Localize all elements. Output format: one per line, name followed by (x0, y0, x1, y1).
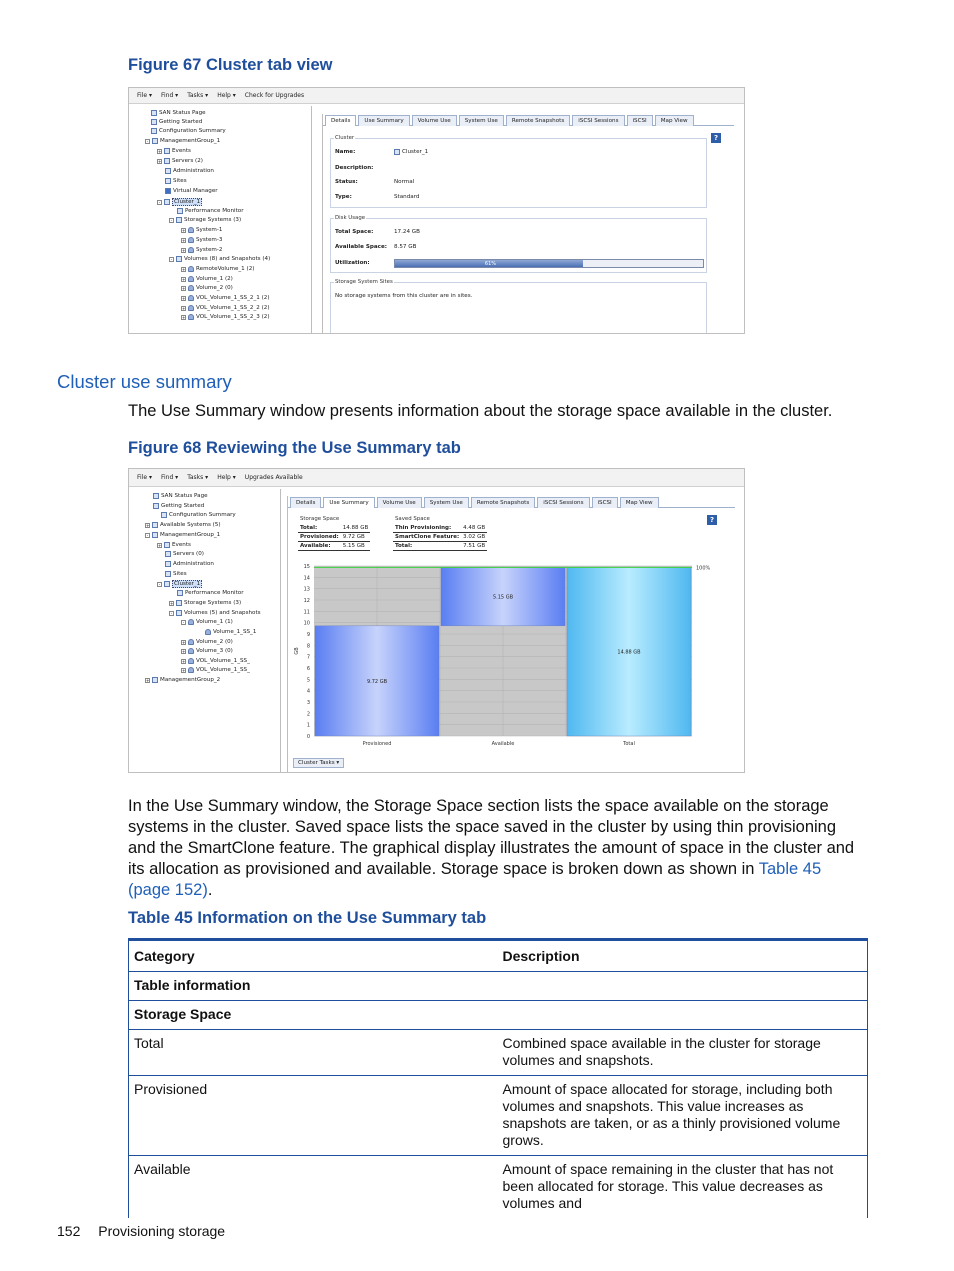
table-45-caption: Table 45 Information on the Use Summary tab (128, 909, 487, 927)
tree-item[interactable]: + System-2 (182, 247, 223, 253)
tab-remote-snapshots[interactable]: Remote Snapshots (471, 497, 535, 508)
storage-space-table (298, 524, 370, 551)
tree-item[interactable]: + Events (158, 542, 191, 548)
table-row (129, 1030, 868, 1076)
group-icon (152, 532, 158, 538)
tree-item[interactable]: Volume_1_SS_1 (205, 629, 256, 635)
tab-system-use[interactable]: System Use (424, 497, 469, 508)
available-space-value: 8.57 GB (394, 244, 417, 250)
page-number: 152 (57, 1223, 81, 1239)
cluster-tasks-button[interactable]: Cluster Tasks ▾ (293, 758, 344, 768)
tree-item[interactable]: Sites (165, 571, 187, 577)
volume-icon (188, 266, 194, 272)
total-value: 14.88 GB (342, 525, 369, 531)
cluster-icon (164, 581, 170, 587)
cluster-group (330, 135, 707, 208)
tree-item[interactable]: + VOL_Volume_1_SS_ (182, 658, 250, 664)
tree-item[interactable]: - Cluster_1 (158, 581, 201, 587)
tree-item[interactable]: + Servers (2) (158, 158, 203, 164)
group-title: Cluster (335, 135, 355, 141)
page-footer (57, 1223, 225, 1239)
saved-space-group (390, 516, 496, 557)
admin-icon (165, 561, 171, 567)
section-heading: Cluster use summary (57, 371, 232, 392)
events-icon (164, 542, 170, 548)
volumes-icon (176, 256, 182, 262)
tree-item[interactable]: + Volume_1 (2) (182, 276, 233, 282)
y-tick-label: 6 (306, 666, 310, 672)
disk-usage-group (330, 215, 707, 273)
tree-item[interactable]: + Available Systems (5) (146, 522, 221, 528)
tree-item[interactable]: - ManagementGroup_1 (146, 138, 221, 144)
tab-iscsi-sessions[interactable]: iSCSI Sessions (572, 115, 624, 126)
help-icon[interactable]: ? (707, 515, 717, 525)
tree-item[interactable]: + Storage Systems (3) (170, 600, 242, 606)
row-description: Amount of space allocated for storage, including both volumes and snapshots. This value increases as snapshots are taken, or as a thinly provisioned volume grows. (498, 1076, 868, 1156)
snapshot-icon (188, 658, 194, 664)
table-row (129, 1076, 868, 1156)
system-icon (188, 247, 194, 253)
tree-item[interactable]: Configuration Summary (161, 512, 236, 518)
menu-find[interactable]: Find ▾ (160, 474, 179, 481)
snapshot-icon (188, 314, 194, 320)
total-label: Total: (298, 524, 341, 533)
y-tick-label: 13 (303, 586, 310, 593)
tab-iscsi[interactable]: iSCSI (627, 115, 653, 126)
virtual-manager-icon (165, 188, 171, 194)
tab-details[interactable]: Details (325, 115, 356, 126)
sites-icon (165, 178, 171, 184)
tab-map-view[interactable]: Map View (620, 497, 659, 508)
utilization-bar (394, 259, 704, 268)
max-label: 100% (696, 565, 711, 572)
type-label: Type: (335, 194, 352, 200)
tree-item[interactable]: + Events (158, 148, 191, 154)
tree-item[interactable]: - Cluster_1 (158, 199, 201, 205)
events-icon (164, 148, 170, 154)
volume-icon (188, 639, 194, 645)
tree-item[interactable]: + System-3 (182, 237, 223, 243)
table-header-row (129, 940, 868, 972)
tab-remote-snapshots[interactable]: Remote Snapshots (506, 115, 570, 126)
menu-help[interactable]: Help ▾ (217, 474, 236, 481)
available-space-label: Available Space: (335, 244, 387, 250)
summary-icon (151, 128, 157, 134)
system-icon (188, 227, 194, 233)
saved-total-label: Total: (393, 542, 461, 551)
tree-item[interactable]: Performance Monitor (177, 208, 244, 214)
table-45-link[interactable]: Table 45 (page 152) (128, 860, 822, 899)
navigation-tree (131, 489, 281, 772)
saved-total-value: 7.51 GB (463, 543, 486, 549)
x-tick-label: Provisioned (362, 741, 392, 747)
storage-systems-icon (176, 600, 182, 606)
tab-details[interactable]: Details (290, 497, 321, 508)
subheading-table-information: Table information (129, 972, 868, 1001)
help-icon[interactable]: ? (711, 133, 721, 143)
group-title: Storage System Sites (335, 279, 393, 285)
tree-item[interactable]: Configuration Summary (151, 128, 226, 134)
tab-strip (288, 496, 735, 508)
provisioned-label: Provisioned: (300, 534, 339, 540)
row-category: Provisioned (129, 1076, 498, 1156)
tree-item[interactable]: + VOL_Volume_1_SS_2_2 (2) (182, 305, 270, 311)
getting-started-icon (153, 503, 159, 509)
snapshot-icon (205, 629, 211, 635)
snapshot-icon (188, 295, 194, 301)
tree-item[interactable]: - Volume_1 (1) (182, 619, 233, 625)
group-icon (152, 138, 158, 144)
thin-provisioning-label: Thin Provisioning: (393, 524, 461, 533)
available-label: Available: (298, 542, 341, 551)
group-title: Disk Usage (335, 215, 366, 221)
smartclone-value: 3.02 GB (463, 534, 486, 540)
utilization-value: 61% (484, 261, 497, 267)
type-value: Standard (394, 194, 420, 200)
y-tick-label: 4 (306, 688, 310, 695)
sites-group (330, 279, 707, 334)
tree-item[interactable]: Virtual Manager (165, 188, 218, 194)
status-label: Status: (335, 179, 358, 185)
group-title: Saved Space (395, 516, 430, 522)
performance-icon (177, 590, 183, 596)
figure-67-screenshot (128, 87, 745, 334)
utilization-label: Utilization: (335, 260, 370, 266)
volume-icon (188, 648, 194, 654)
y-tick-label: 12 (303, 598, 310, 604)
name-label: Name: (335, 149, 356, 155)
x-tick-label: Total (623, 741, 635, 747)
menu-bar (129, 88, 744, 104)
figure-68-screenshot (128, 468, 745, 773)
y-tick-label: 8 (306, 643, 310, 650)
status-value: Normal (394, 179, 415, 185)
total-space-label: Total Space: (335, 229, 374, 235)
snapshot-icon (188, 305, 194, 311)
volume-icon (188, 285, 194, 291)
x-tick-label: Available (491, 741, 515, 747)
figure-67-caption: Figure 67 Cluster tab view (128, 56, 333, 74)
y-tick-label: 15 (303, 564, 310, 570)
tree-item[interactable]: Getting Started (151, 119, 202, 125)
tree-item[interactable]: Administration (165, 561, 214, 567)
thin-provisioning-value: 4.48 GB (463, 525, 486, 531)
volume-icon (188, 619, 194, 625)
tab-use-summary[interactable]: Use Summary (358, 115, 409, 126)
y-tick-label: 7 (306, 654, 310, 661)
status-page-icon (151, 110, 157, 116)
header-category: Category (129, 940, 498, 972)
group-title: Storage Space (300, 516, 340, 522)
row-description: Combined space available in the cluster for storage volumes and snapshots. (498, 1030, 868, 1076)
tab-strip (323, 114, 734, 126)
getting-started-icon (151, 119, 157, 125)
tree-item[interactable]: + VOL_Volume_1_SS_2_1 (2) (182, 295, 270, 301)
tree-item[interactable]: + Volume_2 (0) (182, 639, 233, 645)
table-row (129, 1156, 868, 1219)
group-icon (152, 677, 158, 683)
y-tick-label: 1 (306, 722, 310, 729)
tree-item[interactable]: SAN Status Page (153, 493, 208, 499)
tab-use-summary[interactable]: Use Summary (323, 497, 374, 508)
tab-iscsi[interactable]: iSCSI (592, 497, 618, 508)
bar-value-label: 5.15 GB (492, 594, 514, 601)
tree-item[interactable]: + System-1 (182, 227, 223, 233)
snapshot-icon (188, 667, 194, 673)
menu-bar (129, 469, 744, 487)
bar-value-label: 14.88 GB (617, 649, 641, 656)
y-tick-label: 9 (306, 632, 310, 638)
provisioned-value: 9.72 GB (341, 533, 371, 542)
status-page-icon (153, 493, 159, 499)
performance-icon (177, 208, 183, 214)
tree-item[interactable]: Performance Monitor (177, 590, 244, 596)
subheading-storage-space: Storage Space (129, 1001, 868, 1030)
name-value: Cluster_1 (394, 149, 428, 155)
y-tick-label: 3 (306, 700, 310, 706)
menu-upgrades[interactable]: Upgrades Available (244, 474, 303, 481)
tab-volume-use[interactable]: Volume Use (377, 497, 422, 508)
header-description: Description (498, 940, 868, 972)
tree-item[interactable]: + VOL_Volume_1_SS_ (182, 667, 250, 673)
available-value: 5.15 GB (341, 542, 371, 551)
tree-item[interactable]: + ManagementGroup_2 (146, 677, 221, 683)
use-summary-chart (290, 560, 730, 752)
servers-icon (165, 551, 171, 557)
admin-icon (165, 168, 171, 174)
tab-system-use[interactable]: System Use (459, 115, 504, 126)
bar-value-label: 9.72 GB (366, 678, 388, 685)
footer-title: Provisioning storage (98, 1223, 226, 1239)
tree-item[interactable]: - Storage Systems (3) (170, 217, 242, 223)
saved-space-table (393, 524, 487, 551)
details-panel (322, 114, 734, 334)
servers-icon (164, 158, 170, 164)
row-category: Available (134, 1161, 191, 1177)
table-subheading-row (129, 972, 868, 1001)
tab-volume-use[interactable]: Volume Use (412, 115, 457, 126)
y-tick-label: 0 (306, 734, 310, 740)
row-description: Amount of space remaining in the cluster that has not been allocated for storage. This value decreases as volumes and (502, 1161, 834, 1211)
use-summary-info-table (128, 938, 868, 1218)
menu-upgrades[interactable]: Check for Upgrades (244, 92, 305, 99)
sites-message: No storage systems from this cluster are in sites. (335, 293, 473, 299)
tree-item[interactable]: - Volumes (5) and Snapshots (170, 610, 261, 616)
table-subheading-row (129, 1001, 868, 1030)
menu-tasks[interactable]: Tasks ▾ (187, 474, 209, 481)
tab-map-view[interactable]: Map View (655, 115, 694, 126)
y-tick-label: 2 (306, 711, 310, 718)
y-tick-label: 11 (303, 609, 310, 616)
tree-item[interactable]: Getting Started (153, 503, 204, 509)
use-summary-paragraph: In the Use Summary window, the Storage Space section lists the space available on the storage systems in the cluster. Saved space lists the space saved in the cluster by using thin provisioning and the SmartClone feature. The graphical display illustrates the amount of space in the cluster and its allocation as provisioned and available. Storage space is broken down as shown in Table 45 (page 152). (128, 797, 855, 899)
available-systems-icon (152, 522, 158, 528)
cluster-icon (164, 199, 170, 205)
tree-item[interactable]: Sites (165, 178, 187, 184)
y-axis-label: GB (294, 647, 300, 655)
y-tick-label: 14 (303, 575, 310, 582)
y-tick-label: 5 (306, 677, 310, 684)
description-label: Description: (335, 165, 374, 171)
tree-item[interactable]: - Volumes (8) and Snapshots (4) (170, 256, 271, 262)
menu-file[interactable]: File ▾ (137, 92, 152, 99)
tree-item[interactable]: SAN Status Page (151, 110, 206, 116)
storage-systems-icon (176, 217, 182, 223)
volumes-icon (176, 610, 182, 616)
tree-item[interactable]: + Volume_2 (0) (182, 285, 233, 291)
tree-item[interactable]: - ManagementGroup_1 (146, 532, 221, 538)
use-summary-panel (287, 496, 735, 773)
sites-icon (165, 571, 171, 577)
navigation-tree (131, 106, 312, 333)
intro-text: The Use Summary window presents information about the storage space available in the cluster. (128, 402, 833, 420)
menu-find[interactable]: Find ▾ (160, 92, 179, 99)
y-tick-label: 10 (303, 620, 310, 627)
tree-item[interactable]: + Volume_3 (0) (182, 648, 233, 654)
system-icon (188, 237, 194, 243)
menu-tasks[interactable]: Tasks ▾ (187, 92, 209, 99)
row-category: Total (129, 1030, 498, 1076)
cluster-icon (394, 149, 400, 155)
smartclone-label: SmartClone Feature: (395, 534, 460, 540)
tree-item[interactable]: Servers (0) (165, 551, 204, 557)
tree-item[interactable]: + VOL_Volume_1_SS_2_3 (2) (182, 314, 270, 320)
menu-help[interactable]: Help ▾ (217, 92, 236, 99)
summary-icon (161, 512, 167, 518)
total-space-value: 17.24 GB (394, 229, 420, 235)
tab-iscsi-sessions[interactable]: iSCSI Sessions (537, 497, 589, 508)
volume-icon (188, 276, 194, 282)
menu-file[interactable]: File ▾ (137, 474, 152, 481)
tree-item[interactable]: Administration (165, 168, 214, 174)
storage-space-group (295, 516, 381, 557)
figure-68-caption: Figure 68 Reviewing the Use Summary tab (128, 439, 461, 457)
tree-item[interactable]: + RemoteVolume_1 (2) (182, 266, 255, 272)
